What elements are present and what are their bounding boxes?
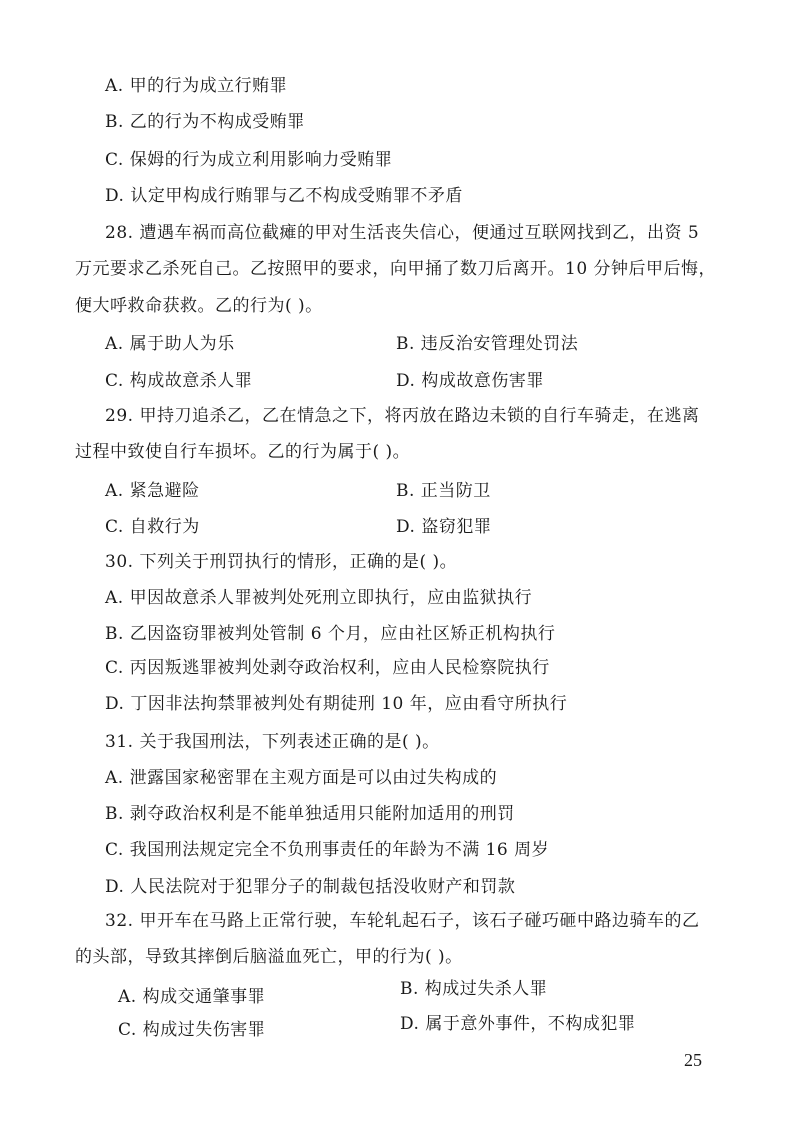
q27-option-c: C. 保姆的行为成立利用影响力受贿罪 (105, 150, 393, 170)
q28-option-b: B. 违反治安管理处罚法 (396, 334, 579, 354)
q30-option-b: B. 乙因盗窃罪被判处管制 6 个月，应由社区矫正机构执行 (105, 624, 556, 644)
q29-stem-line2: 过程中致使自行车损坏。乙的行为属于( )。 (75, 442, 411, 462)
q32-option-d: D. 属于意外事件，不构成犯罪 (400, 1014, 636, 1034)
q28-stem-line2: 万元要求乙杀死自己。乙按照甲的要求，向甲捅了数刀后离开。10 分钟后甲后悔， (75, 259, 717, 279)
q32-option-a: A. 构成交通肇事罪 (118, 987, 266, 1007)
q31-option-c: C. 我国刑法规定完全不负刑事责任的年龄为不满 16 周岁 (105, 840, 550, 860)
q29-option-b: B. 正当防卫 (396, 481, 491, 501)
q28-option-a: A. 属于助人为乐 (105, 334, 235, 354)
q31-option-b: B. 剥夺政治权利是不能单独适用只能附加适用的刑罚 (105, 804, 515, 824)
q30-option-a: A. 甲因故意杀人罪被判处死刑立即执行，应由监狱执行 (105, 588, 533, 608)
q28-stem-line3: 便大呼救命获救。乙的行为( )。 (75, 296, 323, 316)
q32-option-b: B. 构成过失杀人罪 (400, 979, 548, 999)
q29-stem-line1: 29. 甲持刀追杀乙，乙在情急之下，将丙放在路边未锁的自行车骑走，在逃离 (105, 406, 700, 426)
q32-stem-line2: 的头部，导致其摔倒后脑溢血死亡，甲的行为( )。 (75, 947, 463, 967)
q27-option-b: B. 乙的行为不构成受贿罪 (105, 112, 305, 132)
q30-stem: 30. 下列关于刑罚执行的情形，正确的是( )。 (105, 552, 458, 572)
page-number: 25 (684, 1050, 702, 1070)
q30-option-c: C. 丙因叛逃罪被判处剥夺政治权利，应由人民检察院执行 (105, 658, 550, 678)
q32-stem-line1: 32. 甲开车在马路上正常行驶，车轮轧起石子，该石子碰巧砸中路边骑车的乙 (105, 911, 700, 931)
q32-option-c: C. 构成过失伤害罪 (118, 1020, 266, 1040)
q29-option-c: C. 自救行为 (105, 517, 200, 537)
q31-option-a: A. 泄露国家秘密罪在主观方面是可以由过失构成的 (105, 768, 498, 788)
q30-option-d: D. 丁因非法拘禁罪被判处有期徒刑 10 年，应由看守所执行 (105, 694, 568, 714)
q28-option-d: D. 构成故意伤害罪 (396, 371, 544, 391)
q27-option-a: A. 甲的行为成立行贿罪 (105, 76, 288, 96)
q28-option-c: C. 构成故意杀人罪 (105, 371, 253, 391)
q29-option-d: D. 盗窃犯罪 (396, 517, 492, 537)
q31-option-d: D. 人民法院对于犯罪分子的制裁包括没收财产和罚款 (105, 877, 516, 897)
q29-option-a: A. 紧急避险 (105, 481, 200, 501)
q28-stem-line1: 28. 遭遇车祸而高位截瘫的甲对生活丧失信心，便通过互联网找到乙，出资 5 (105, 223, 700, 243)
q31-stem: 31. 关于我国刑法，下列表述正确的是( )。 (105, 732, 440, 752)
q27-option-d: D. 认定甲构成行贿罪与乙不构成受贿罪不矛盾 (105, 186, 463, 206)
